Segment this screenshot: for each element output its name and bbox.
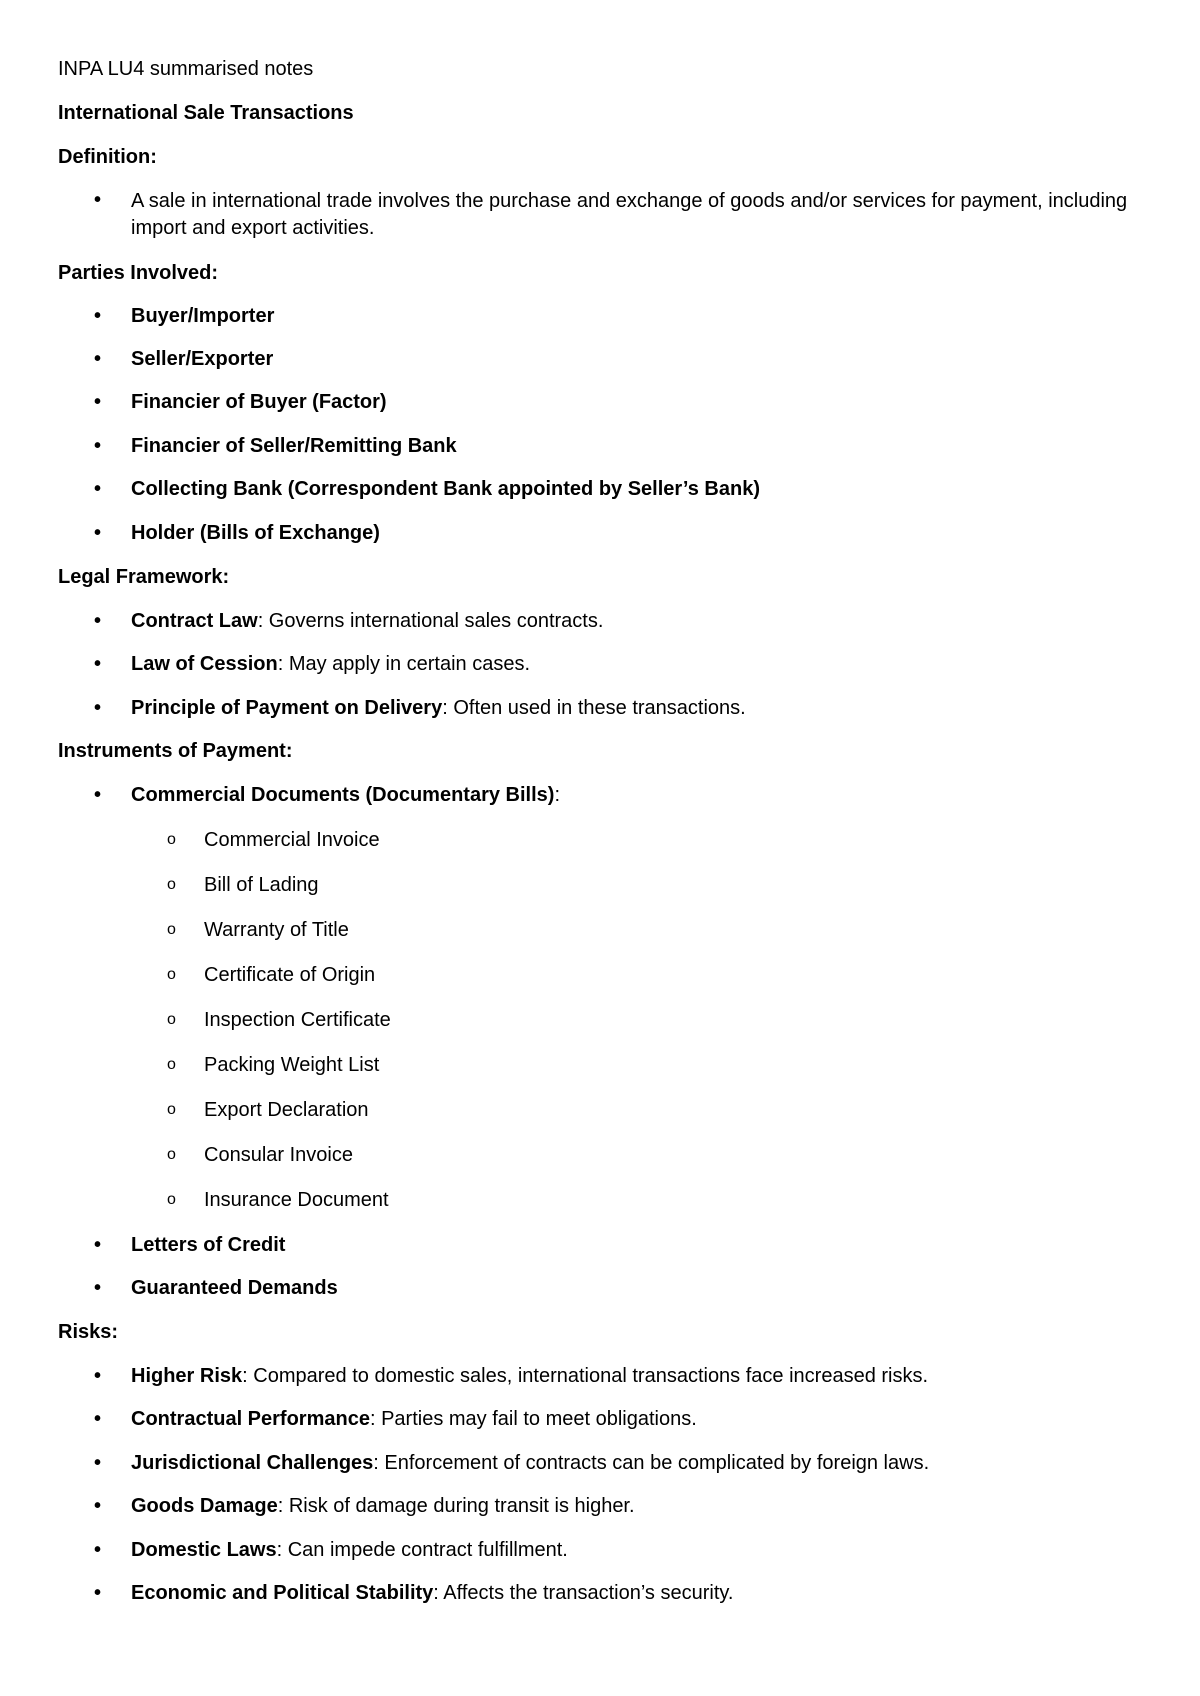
legal-desc: : Governs international sales contracts. (257, 610, 604, 632)
bullet-icon: • (94, 1365, 102, 1387)
bullet-icon: • (94, 522, 102, 544)
document-sub-item: Export Declaration (204, 1099, 369, 1121)
legal-term: Law of Cession (131, 653, 278, 675)
document-sub-item: Certificate of Origin (204, 964, 376, 986)
bullet-icon: • (94, 1452, 102, 1474)
sub-bullet-icon: o (167, 876, 176, 893)
bullet-icon: • (94, 478, 102, 500)
legal-term: Contract Law (131, 610, 258, 632)
sub-bullet-icon: o (167, 1056, 176, 1073)
definition-heading: Definition: (58, 146, 157, 168)
party-item: Financier of Buyer (Factor) (131, 391, 387, 413)
bullet-icon: • (94, 1495, 102, 1517)
instrument-desc: : (554, 784, 560, 806)
party-item: Financier of Seller/Remitting Bank (131, 435, 457, 457)
risk-item (131, 1494, 635, 1518)
document-sub-item: Insurance Document (204, 1189, 389, 1211)
sub-bullet-icon: o (167, 921, 176, 938)
bullet-icon: • (94, 391, 102, 413)
sub-bullet-icon: o (167, 1011, 176, 1028)
instrument-item: Guaranteed Demands (131, 1277, 338, 1299)
risk-term: Higher Risk (131, 1365, 243, 1387)
risk-desc: : Risk of damage during transit is higher. (277, 1495, 635, 1517)
risk-term: Economic and Political Stability (131, 1582, 434, 1604)
risks-heading: Risks: (58, 1321, 119, 1343)
sub-bullet-icon: o (167, 1146, 176, 1163)
legal-term: Principle of Payment on Delivery (131, 697, 443, 719)
legal-desc: : May apply in certain cases. (277, 653, 531, 675)
bullet-icon: • (94, 697, 102, 719)
party-item: Collecting Bank (Correspondent Bank appointed by Seller’s Bank) (131, 478, 760, 500)
risk-desc: : Compared to domestic sales, international transactions face increased risks. (242, 1365, 929, 1387)
party-item: Buyer/Importer (131, 305, 275, 327)
risk-item (131, 1451, 929, 1475)
instrument-term: Commercial Documents (Documentary Bills) (131, 784, 555, 806)
risk-desc: : Parties may fail to meet obligations. (369, 1408, 697, 1430)
instrument-item (131, 783, 560, 807)
document-sub-item: Commercial Invoice (204, 829, 380, 851)
risk-term: Contractual Performance (131, 1408, 370, 1430)
risk-item (131, 1407, 697, 1431)
legal-heading: Legal Framework: (58, 566, 230, 588)
bullet-icon: • (94, 1277, 102, 1299)
sub-bullet-icon: o (167, 831, 176, 848)
definition-text: A sale in international trade involves the purchase and exchange of goods and/or services for payment, including import and export activities. (131, 190, 1128, 239)
risk-item (131, 1538, 568, 1562)
risk-term: Goods Damage (131, 1495, 278, 1517)
document-sub-item: Inspection Certificate (204, 1009, 391, 1031)
instruments-heading: Instruments of Payment: (58, 740, 293, 762)
risk-desc: : Can impede contract fulfillment. (276, 1539, 568, 1561)
risk-desc: : Affects the transaction’s security. (433, 1582, 734, 1604)
risk-item (131, 1364, 928, 1388)
bullet-icon: • (94, 1539, 102, 1561)
legal-item (131, 609, 603, 633)
bullet-icon: • (94, 1582, 102, 1604)
bullet-icon: • (94, 1408, 102, 1430)
sub-bullet-icon: o (167, 1191, 176, 1208)
document-sub-item: Packing Weight List (204, 1054, 380, 1076)
risk-term: Jurisdictional Challenges (131, 1452, 374, 1474)
risk-item (131, 1581, 733, 1605)
legal-item (131, 652, 530, 676)
bullet-icon: • (94, 305, 102, 327)
bullet-icon: • (94, 1234, 102, 1256)
sub-bullet-icon: o (167, 966, 176, 983)
bullet-icon: • (94, 189, 102, 211)
document-sub-item: Warranty of Title (204, 919, 349, 941)
document-sub-item: Consular Invoice (204, 1144, 353, 1166)
document-sub-item: Bill of Lading (204, 874, 319, 896)
risk-term: Domestic Laws (131, 1539, 277, 1561)
instrument-item: Letters of Credit (131, 1234, 286, 1256)
sub-bullet-icon: o (167, 1101, 176, 1118)
parties-heading: Parties Involved: (58, 262, 219, 284)
bullet-icon: • (94, 435, 102, 457)
bullet-icon: • (94, 653, 102, 675)
party-item: Seller/Exporter (131, 348, 274, 370)
bullet-icon: • (94, 348, 102, 370)
bullet-icon: • (94, 784, 102, 806)
section-heading: International Sale Transactions (58, 102, 354, 124)
legal-desc: : Often used in these transactions. (442, 697, 746, 719)
risk-desc: : Enforcement of contracts can be complicated by foreign laws. (373, 1452, 930, 1474)
legal-item (131, 696, 746, 720)
document-title: INPA LU4 summarised notes (58, 58, 314, 80)
party-item: Holder (Bills of Exchange) (131, 522, 380, 544)
bullet-icon: • (94, 610, 102, 632)
